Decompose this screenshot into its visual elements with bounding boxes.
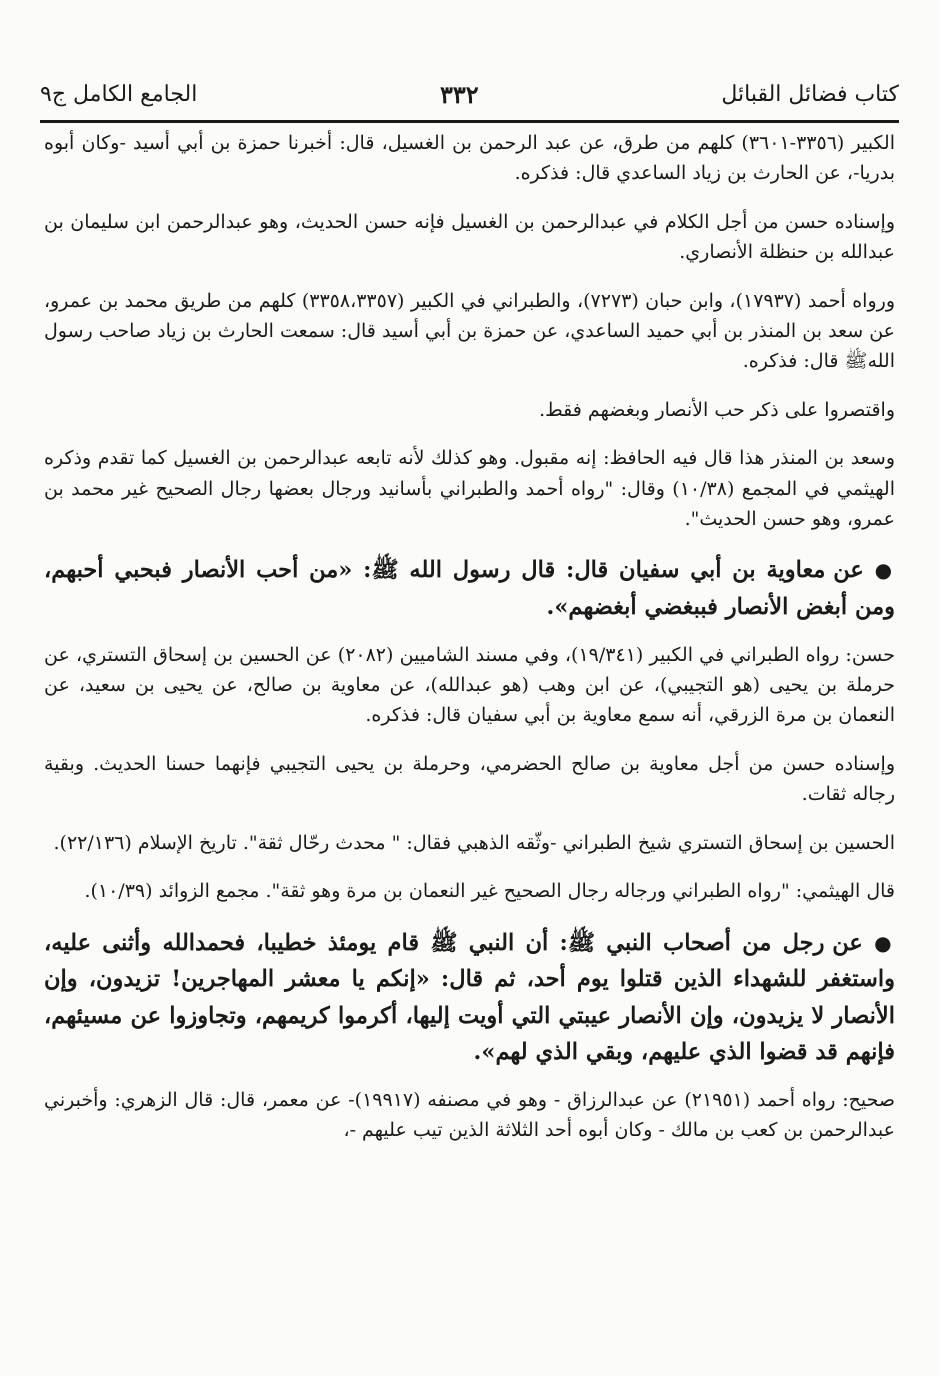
book-title: كتاب فضائل القبائل bbox=[721, 81, 899, 107]
paragraph-1: الكبير (٣٣٥٦-٣٦٠١) كلهم من طرق، عن عبد الرحمن بن الغسيل، قال: أخبرنا حمزة بن أبي أسيد -وكان أبوه بدريا-، عن الحارث بن زياد الساعدي قال: فذكره. bbox=[44, 132, 895, 185]
page-number: ٣٣٢ bbox=[440, 79, 479, 109]
collection-title: الجامع الكامل ج٩ bbox=[40, 81, 198, 107]
paragraph-10: قال الهيثمي: "رواه الطبراني ورجاله رجال الصحيح غير النعمان بن مرة وهو ثقة". مجمع الزوائد (١٠/٣٩). bbox=[84, 880, 895, 903]
header-rule bbox=[40, 120, 899, 123]
hadith-2 bbox=[44, 925, 895, 1071]
hadith-1 bbox=[44, 552, 895, 625]
paragraph-12: صحيح: رواه أحمد (٢١٩٥١) عن عبدالرزاق - وهو في مصنفه (١٩٩١٧)- عن معمر، قال: قال الزهري: وأخبرني عبدالرحمن بن كعب بن مالك - وكان أبوه أحد الثلاثة الذين تيب عليهم -، bbox=[44, 1088, 895, 1142]
paragraph-2: وإسناده حسن من أجل الكلام في عبدالرحمن بن الغسيل فإنه حسن الحديث، وهو عبدالرحمن ابن سليمان بن عبدالله بن حنظلة الأنصاري. bbox=[44, 210, 895, 264]
bullet-icon: ● bbox=[874, 558, 895, 583]
paragraph-9: الحسين بن إسحاق التستري شيخ الطبراني -وثّقه الذهبي فقال: " محدث رحّال ثقة". تاريخ الإسلام (٢٢/١٣٦). bbox=[53, 831, 895, 854]
bullet-icon: ● bbox=[874, 930, 895, 955]
page-body bbox=[44, 128, 895, 1164]
hadith-1-text: عن معاوية بن أبي سفيان قال: قال رسول الله ﷺ: «من أحب الأنصار فبحبي أحبهم، ومن أبغض الأنصار فببغضي أبغضهم». bbox=[44, 557, 895, 621]
paragraph-8: وإسناده حسن من أجل معاوية بن صالح الحضرمي، وحرملة بن يحيى التجيبي فإنهما حسنا الحديث. وبقية رجاله ثقات. bbox=[44, 752, 895, 806]
hadith-2-text: عن رجل من أصحاب النبي ﷺ: أن النبي ﷺ قام يومئذ خطيبا، فحمدالله وأثنى عليه، واستغفر للشهداء الذين قتلوا يوم أحد، ثم قال: «إنكم يا معشر المهاجرين! تزيدون، وإن الأنصار لا يزيدون، وإن الأنصار عيبتي التي أويت إليها، أكرموا كريمهم، وتجاوزوا عن مسيئهم، فإنهم قد قضوا الذي عليهم، وبقي الذي لهم». bbox=[44, 929, 895, 1066]
paragraph-7: حسن: رواه الطبراني في الكبير (١٩/٣٤١)، وفي مسند الشاميين (٢٠٨٢) عن الحسين بن إسحاق التستري، عن حرملة بن يحيى (هو التجيبي)، عن ابن وهب (هو عبدالله)، عن معاوية بن صالح، عن يحيى بن سعيد، عن النعمان بن مرة الزرقي، أنه سمع معاوية بن أبي سفيان قال: فذكره. bbox=[44, 643, 895, 727]
paragraph-5: وسعد بن المنذر هذا قال فيه الحافظ: إنه مقبول. وهو كذلك لأنه تابعه عبدالرحمن بن الغسيل كما تقدم وذكره الهيثمي في المجمع (١٠/٣٨) وقال: "رواه أحمد والطبراني بأسانيد ورجال بعضها رجال الصحيح غير محمد بن عمرو، وهو حسن الحديث". bbox=[44, 447, 895, 531]
page-header bbox=[40, 72, 899, 116]
paragraph-3: ورواه أحمد (١٧٩٣٧)، وابن حبان (٧٢٧٣)، والطبراني في الكبير (٣٣٥٨،٣٣٥٧) كلهم من طريق محمد بن عمرو، عن سعد بن المنذر بن أبي حميد الساعدي، عن حمزة بن أبي أسيد قال: سمعت الحارث بن زياد صاحب رسول اللهﷺ قال: فذكره. bbox=[44, 289, 895, 373]
paragraph-4: واقتصروا على ذكر حب الأنصار وبغضهم فقط. bbox=[539, 398, 895, 421]
